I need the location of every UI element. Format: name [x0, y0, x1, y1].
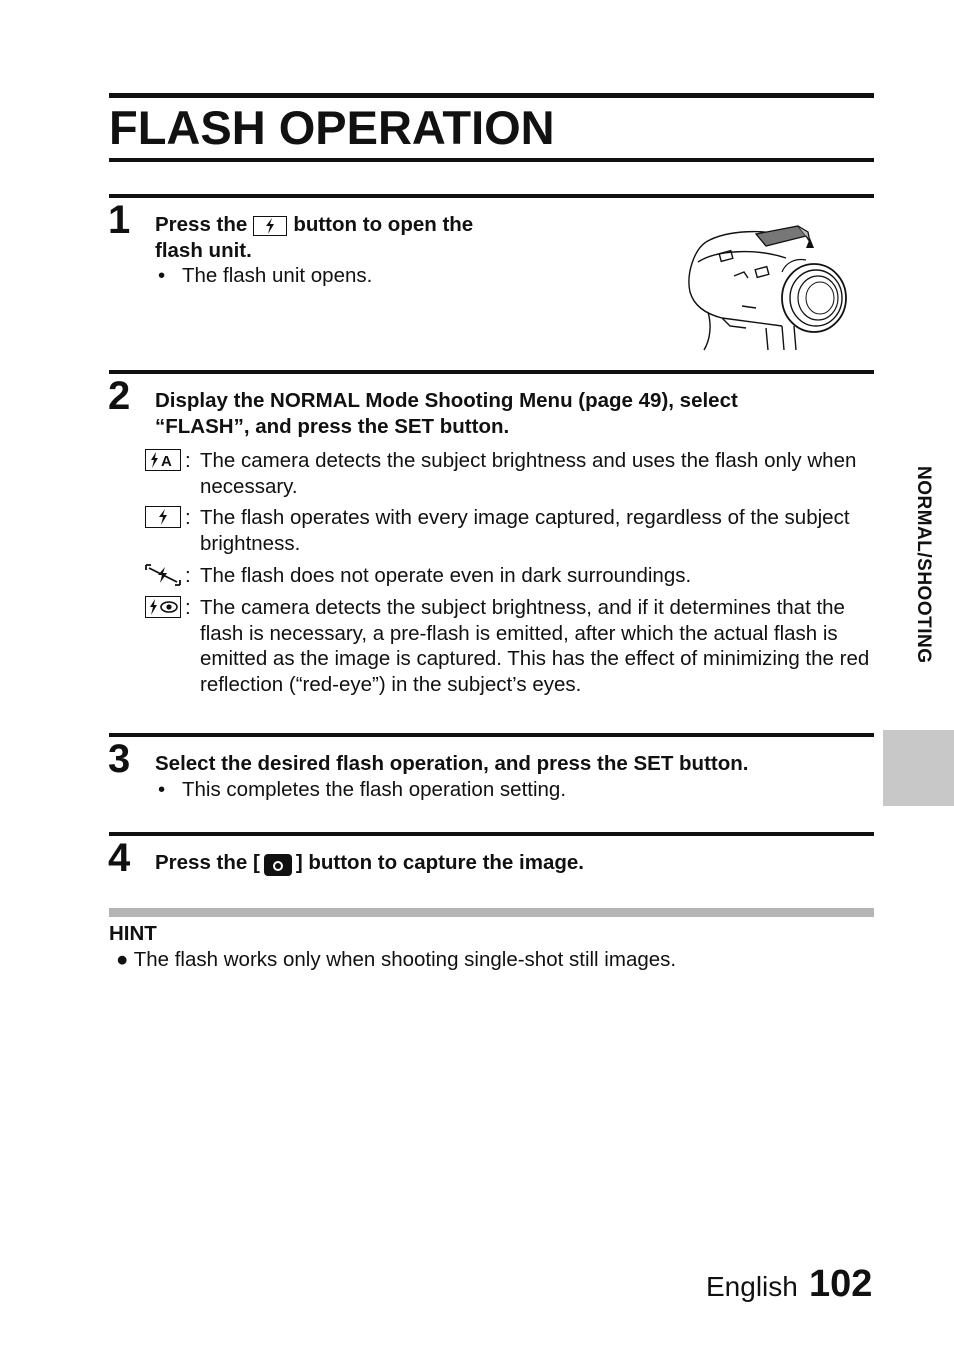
- option-flash-auto-text: The camera detects the subject brightness and uses the flash only when necessary.: [200, 449, 857, 498]
- side-tab-marker: [883, 730, 954, 806]
- step-4-heading: Press the [ ] button to capture the image.: [155, 851, 584, 874]
- step-4-rule: [109, 832, 874, 836]
- flash-off-icon: [145, 564, 181, 586]
- side-section-label: NORMAL/SHOOTING: [913, 466, 934, 664]
- camera-shutter-icon: [264, 854, 292, 876]
- page-number: 102: [809, 1263, 873, 1305]
- svg-text:A: A: [161, 453, 172, 468]
- step-1-heading-end: button to open the: [293, 213, 474, 236]
- step-1-heading-start: Press the: [155, 213, 248, 236]
- step-2-heading: Display the NORMAL Mode Shooting Menu (page 49), select “FLASH”, and press the SET button.: [155, 389, 738, 438]
- step-1-heading: [155, 212, 473, 264]
- step-2-rule: [109, 370, 874, 374]
- title-bottom-rule: [109, 158, 874, 162]
- option-flash-red-eye-text: The camera detects the subject brightness, and if it determines that the flash is necessary, a pre-flash is emitted, after which the actual flash is emitted as the image is captured. This has the effect of minimizing the red reflection (“red-eye”) in the subject’s eyes.: [200, 596, 870, 696]
- title-top-rule: [109, 93, 874, 98]
- step-1-bullet: • The flash unit opens.: [158, 264, 373, 287]
- step-1-number: 1: [108, 198, 131, 242]
- step-2-number: 2: [108, 374, 131, 418]
- flash-button-icon: [253, 216, 287, 236]
- option-flash-off-text: The flash does not operate even in dark surroundings.: [200, 564, 692, 587]
- page-title: FLASH OPERATION: [109, 101, 555, 154]
- step-1-heading-line2: flash unit.: [155, 239, 252, 262]
- hint-title: HINT: [109, 922, 157, 945]
- step-1-rule: [109, 194, 874, 198]
- option-flash-forced-text: The flash operates with every image captured, regardless of the subject brightness.: [200, 506, 850, 555]
- flash-red-eye-icon: [145, 596, 181, 618]
- camera-flash-illustration: [686, 222, 850, 352]
- step-4-number: 4: [108, 836, 131, 880]
- footer-language: English: [706, 1271, 798, 1302]
- step-3-bullet: • This completes the flash operation setting.: [158, 778, 567, 801]
- bullet-dot-icon: ●: [116, 948, 134, 971]
- flash-forced-icon: [145, 506, 181, 528]
- step-3-number: 3: [108, 737, 131, 781]
- hint-bar: [109, 908, 874, 917]
- hint-text: ● The flash works only when shooting single-shot still images.: [116, 948, 677, 971]
- step-3-heading: Select the desired flash operation, and press the SET button.: [155, 752, 749, 775]
- step-3-rule: [109, 733, 874, 737]
- flash-auto-icon: [145, 449, 181, 471]
